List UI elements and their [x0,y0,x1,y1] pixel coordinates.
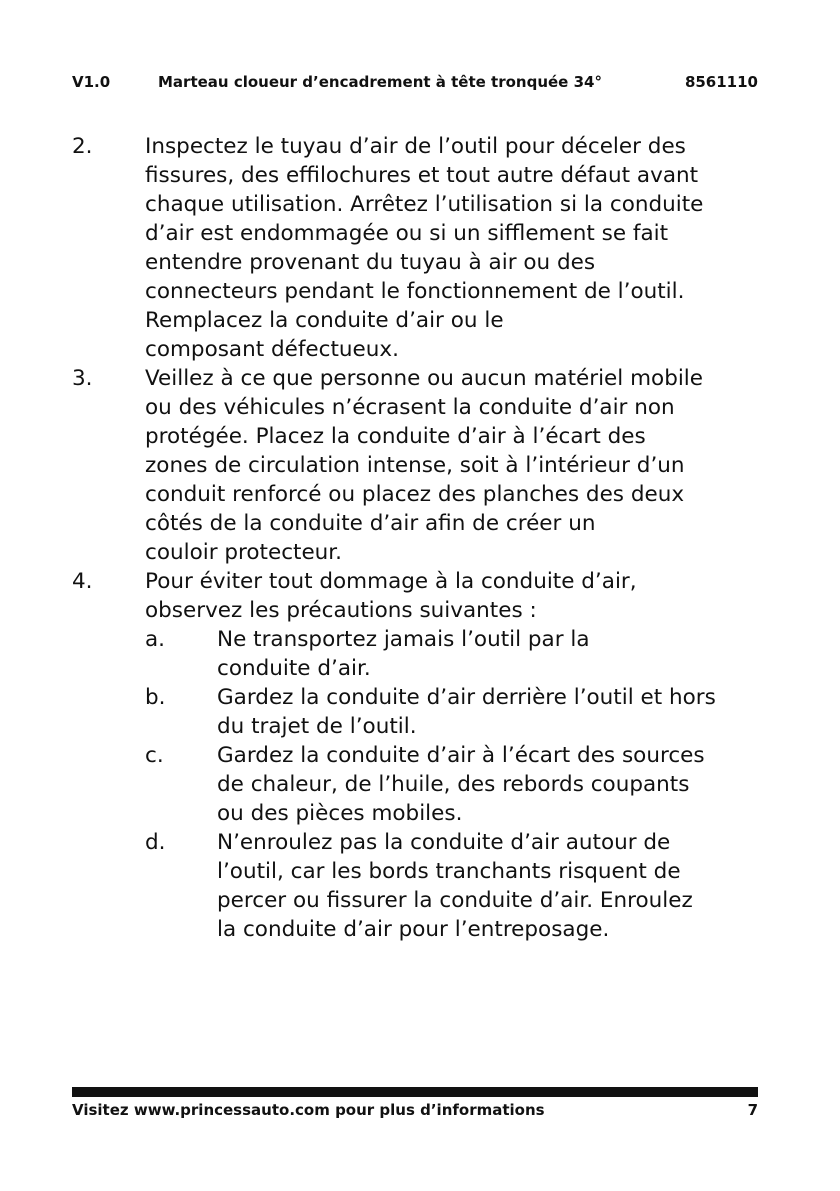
item-number: 4. [72,569,93,594]
sub-item-text-line: Gardez la conduite d’air derrière l’outil et hors [217,685,716,710]
sub-item-text-line: la conduite d’air pour l’entreposage. [217,917,610,942]
item-number: 3. [72,366,93,391]
item-text-line: conduit renforcé ou placez des planches des deux [145,482,685,507]
sub-item-letter: c. [145,743,164,768]
sub-item-letter: a. [145,627,166,652]
item-text-line: côtés de la conduite d’air afin de créer un [145,511,596,536]
sub-list-item [145,741,772,828]
list-item [72,567,772,944]
list-item [72,132,772,364]
item-text-line: Remplacez la conduite d’air ou le [145,308,504,333]
sub-list-item [145,828,772,944]
sub-item-text-line: Ne transportez jamais l’outil par la [217,627,590,652]
item-text-line: d’air est endommagée ou si un sifflement se fait [145,221,669,246]
sub-list-item [145,683,772,741]
item-text-line: couloir protecteur. [145,540,343,565]
website-note: Visitez www.princessauto.com pour plus d’informations [72,1101,545,1119]
sub-item-letter: b. [145,685,166,710]
sub-item-letter: d. [145,830,166,855]
version-label: V1.0 [72,73,111,91]
item-text-line: entendre provenant du tuyau à air ou des [145,250,596,275]
item-text-line: Veillez à ce que personne ou aucun matériel mobile [145,366,704,391]
page-number: 7 [747,1101,758,1119]
instructions-list [72,132,772,944]
page-header [72,70,758,94]
page-footer [72,1098,758,1122]
item-text-line: ou des véhicules n’écrasent la conduite d’air non [145,395,675,420]
item-text-line: connecteurs pendant le fonctionnement de l’outil. [145,279,685,304]
sub-item-text-line: de chaleur, de l’huile, des rebords coupants [217,772,690,797]
document-title: Marteau cloueur d’encadrement à tête tronquée 34° [158,73,602,91]
item-text-line: Pour éviter tout dommage à la conduite d’air, [145,569,637,594]
item-text-line: fissures, des effilochures et tout autre défaut avant [145,163,699,188]
product-code: 8561110 [684,73,758,91]
item-text-line: composant défectueux. [145,337,399,362]
sub-item-text-line: conduite d’air. [217,656,371,681]
sub-list-item [145,625,772,683]
item-text-line: chaque utilisation. Arrêtez l’utilisation si la conduite [145,192,704,217]
sub-item-text-line: ou des pièces mobiles. [217,801,463,826]
sub-item-text-line: l’outil, car les bords tranchants risquent de [217,859,681,884]
item-text-line: observez les précautions suivantes : [145,598,537,623]
footer-divider [72,1087,758,1097]
sub-item-text-line: du trajet de l’outil. [217,714,417,739]
item-text-line: Inspectez le tuyau d’air de l’outil pour déceler des [145,134,686,159]
item-text-line: protégée. Placez la conduite d’air à l’écart des [145,424,646,449]
item-text-line: zones de circulation intense, soit à l’intérieur d’un [145,453,685,478]
list-item [72,364,772,567]
sub-item-text-line: N’enroulez pas la conduite d’air autour de [217,830,671,855]
item-number: 2. [72,134,93,159]
sub-item-text-line: Gardez la conduite d’air à l’écart des sources [217,743,705,768]
sub-item-text-line: percer ou fissurer la conduite d’air. Enroulez [217,888,693,913]
